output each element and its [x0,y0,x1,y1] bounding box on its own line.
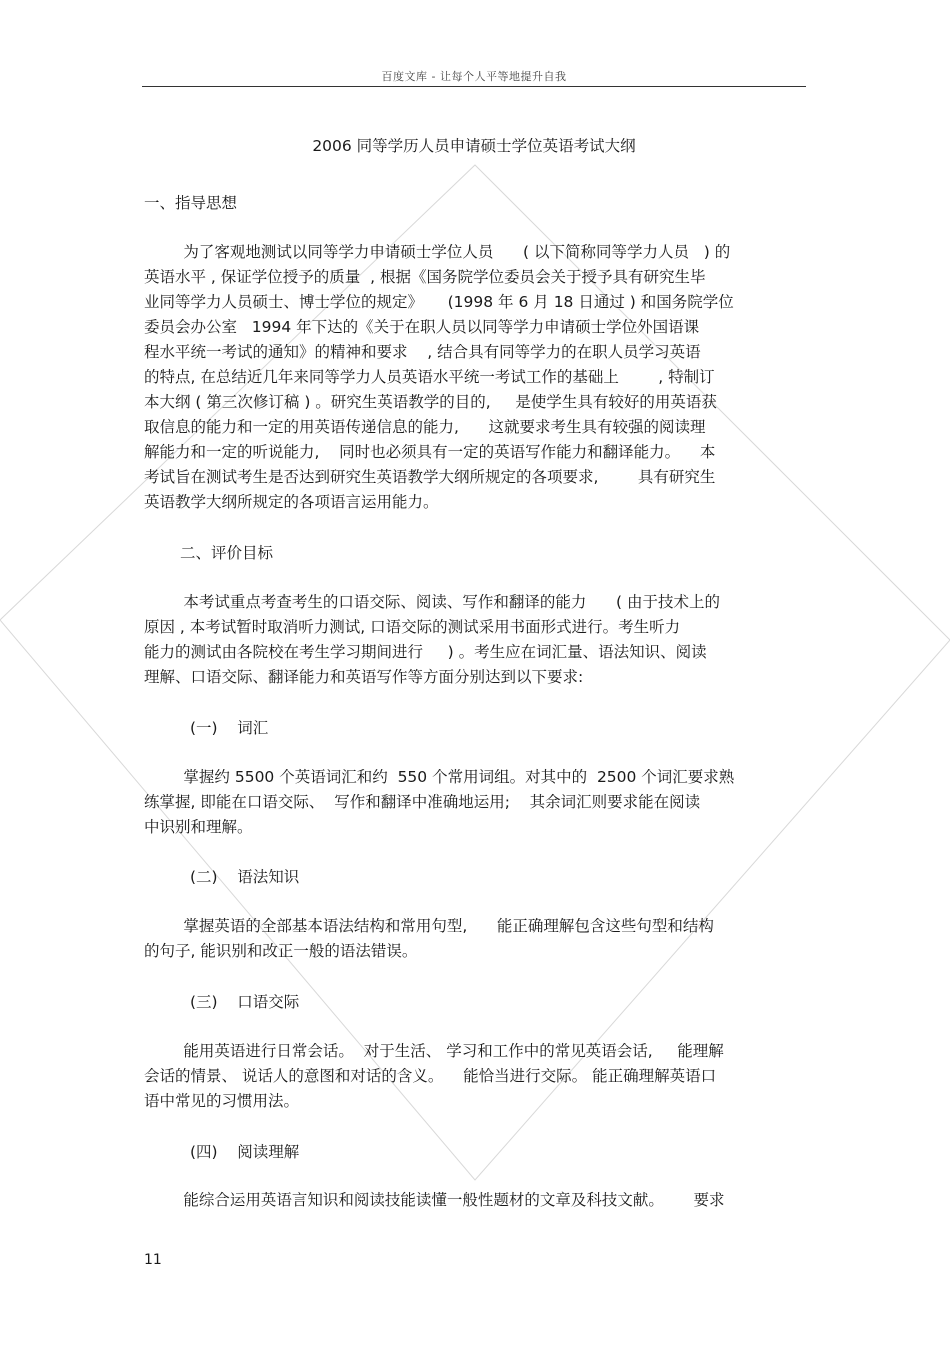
paragraph-line: 英语教学大纲所规定的各项语言运用能力。 [144,493,439,511]
page-number: 11 [144,1252,162,1268]
paragraph-line: 委员会办公室 1994 年下达的《关于在职人员以同等学力申请硕士学位外国语课 [144,318,700,336]
paragraph-line: 理解、口语交际、翻译能力和英语写作等方面分别达到以下要求: [144,668,584,686]
paragraph-line: 解能力和一定的听说能力, 同时也必须具有一定的英语写作能力和翻译能力。 本 [144,443,716,461]
paragraph-line: 掌握约 5500 个英语词汇和约 550 个常用词组。对其中的 2500 个词汇要求熟 [144,768,735,786]
paragraph-line: 能力的测试由各院校在考生学习期间进行 ) 。考生应在词汇量、语法知识、阅读 [144,643,707,661]
paragraph-line: 的特点, 在总结近几年来同等学力人员英语水平统一考试工作的基础上 , 特制订 [144,368,715,386]
paragraph-line: 取信息的能力和一定的用英语传递信息的能力, 这就要求考生具有较强的阅读理 [144,418,706,436]
paragraph-line: 中识别和理解。 [144,818,253,836]
section-heading-guiding-thought: 一、指导思想 [144,194,238,212]
paragraph-line: 为了客观地测试以同等学力申请硕士学位人员 ( 以下简称同等学力人员 ) 的 [144,243,731,261]
paragraph-line: 原因 , 本考试暂时取消听力测试, 口语交际的测试采用书面形式进行。考生听力 [144,618,681,636]
subsection-heading-oral-communication: (三) 口语交际 [190,993,300,1011]
paragraph-line: 掌握英语的全部基本语法结构和常用句型, 能正确理解包含这些句型和结构 [144,917,714,935]
paragraph-line: 英语水平 , 保证学位授予的质量 , 根据《国务院学位委员会关于授予具有研究生毕 [144,268,706,286]
paragraph-line: 本大纲 ( 第三次修订稿 ) 。研究生英语教学的目的, 是使学生具有较好的用英语获 [144,393,717,411]
paragraph-line: 程水平统一考试的通知》的精神和要求 , 结合具有同等学力的在职人员学习英语 [144,343,701,361]
paragraph-line: 练掌握, 即能在口语交际、 写作和翻译中准确地运用; 其余词汇则要求能在阅读 [144,793,701,811]
subsection-heading-reading: (四) 阅读理解 [190,1143,300,1161]
paragraph-line: 业同等学力人员硕士、博士学位的规定》 (1998 年 6 月 18 日通过 ) 和国务院学位 [144,293,734,311]
paragraph-line: 语中常见的习惯用法。 [144,1092,300,1110]
paragraph-line: 考试旨在测试考生是否达到研究生英语教学大纲所规定的各项要求, 具有研究生 [144,468,716,486]
subsection-heading-grammar: (二) 语法知识 [190,868,300,886]
subsection-heading-vocabulary: (一) 词汇 [190,719,269,737]
paragraph-line: 的句子, 能识别和改正一般的语法错误。 [144,942,418,960]
paragraph-line: 能综合运用英语言知识和阅读技能读懂一般性题材的文章及科技文献。 要求 [144,1191,725,1209]
section-heading-evaluation-goals: 二、评价目标 [180,544,274,562]
paragraph-line: 会话的情景、 说话人的意图和对话的含义。 能恰当进行交际。 能正确理解英语口 [144,1067,717,1085]
header-divider [142,86,806,87]
paragraph-line: 本考试重点考查考生的口语交际、阅读、写作和翻译的能力 ( 由于技术上的 [144,593,720,611]
document-title: 2006 同等学历人员申请硕士学位英语考试大纲 [312,137,636,155]
page-header: 百度文库 - 让每个人平等地提升自我 [381,70,567,83]
paragraph-line: 能用英语进行日常会话。 对于生活、 学习和工作中的常见英语会话, 能理解 [144,1042,724,1060]
